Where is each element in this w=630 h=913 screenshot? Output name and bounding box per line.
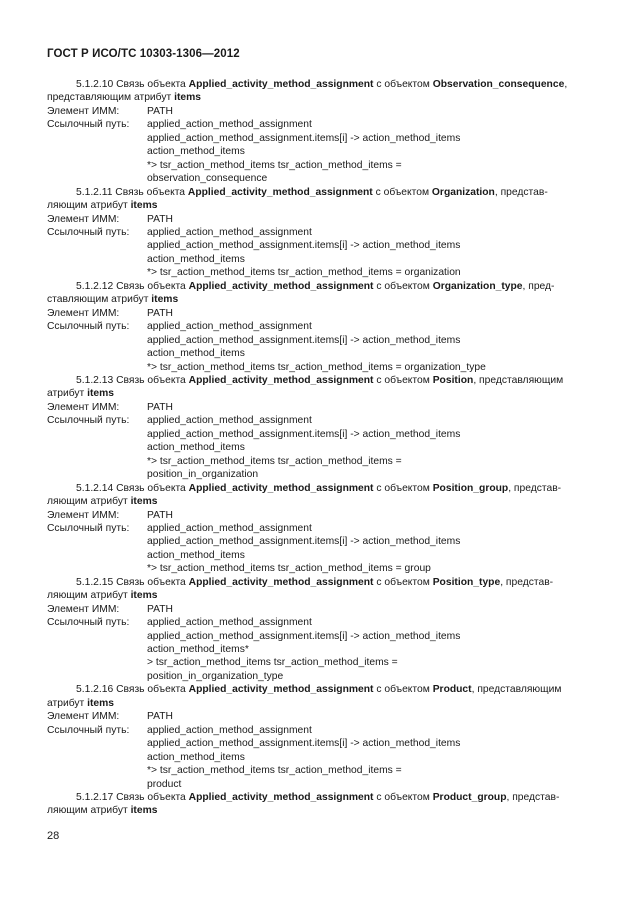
attribute-name: items [130,200,158,212]
attribute-name: items [87,388,114,400]
heading-text: 5.1.2.10 Связь объекта [76,79,189,90]
entity-name: Applied_activity_method_assignment [188,280,374,292]
heading-text: , представ- [506,792,560,804]
path-line: observation_consequence [147,173,268,185]
heading-text: с объектом [373,79,433,90]
entity-name: Position_group [432,482,509,494]
path-line: applied_action_method_assignment.items[i] -> action_method_items [147,240,461,252]
entity-name: Applied_activity_method_assignment [188,482,374,494]
path-row [47,320,583,333]
heading-text: атрибут [47,697,88,709]
heading-text: 5.1.2.13 Связь объекта [76,374,189,386]
section-heading-continuation [47,589,583,602]
path-row [47,616,583,629]
heading-text: ляющим атрибут [47,496,131,508]
document-header: ГОСТ Р ИСО/ТС 10303-1306—2012 [47,48,240,60]
path-line: applied_action_method_assignment [147,522,312,534]
path-line: applied_action_method_assignment.items[i] -> action_method_items [147,738,461,750]
entity-name: Applied_activity_method_assignment [188,374,374,386]
path-row [47,226,583,239]
element-value: PATH [147,105,173,117]
element-label: Элемент ИММ: [47,105,120,117]
path-line: position_in_organization [147,469,259,481]
element-row [47,213,583,226]
heading-text: 5.1.2.17 Связь объекта [76,792,189,804]
heading-text: , [564,79,568,90]
element-row [47,401,583,414]
heading-text: с объектом [373,280,433,292]
element-label: Элемент ИММ: [47,401,120,413]
section-heading [47,374,583,387]
entity-name: Observation_consequence [432,79,565,90]
section-heading-continuation [47,697,583,710]
path-line: *> tsr_action_method_items tsr_action_method_items = organization [147,267,461,279]
path-line: applied_action_method_assignment [147,617,312,629]
path-line: action_method_items* [147,644,249,656]
section-heading [47,683,583,696]
element-value: PATH [147,401,173,413]
path-row [47,414,583,427]
path-label: Ссылочный путь: [47,724,130,736]
attribute-name: items [151,294,179,306]
path-line: > tsr_action_method_items tsr_action_method_items = [147,657,398,669]
heading-text: представляющим атрибут [47,92,175,104]
path-line: applied_action_method_assignment.items[i] -> action_method_items [147,630,461,642]
element-row [47,710,583,723]
path-line: *> tsr_action_method_items tsr_action_method_items = group [147,563,431,575]
entity-name: Applied_activity_method_assignment [188,792,374,804]
element-value: PATH [147,509,173,521]
document-body [47,78,583,818]
path-line: applied_action_method_assignment [147,321,312,333]
section-heading-continuation [47,495,583,508]
entity-name: Product_group [432,792,507,804]
section-heading-continuation [47,387,583,400]
element-label: Элемент ИММ: [47,213,120,225]
path-line: action_method_items [147,348,245,360]
entity-name: Applied_activity_method_assignment [188,684,374,696]
heading-text: с объектом [373,482,433,494]
path-line: position_in_organization_type [147,670,284,682]
element-value: PATH [147,711,173,723]
path-line: applied_action_method_assignment.items[i] -> action_method_items [147,428,461,440]
element-row [47,105,583,118]
path-label: Ссылочный путь: [47,415,130,427]
heading-text: 5.1.2.12 Связь объекта [76,280,189,292]
heading-text: ляющим атрибут [47,590,131,602]
attribute-name: items [130,496,158,508]
path-line: action_method_items [147,253,245,265]
entity-name: Position_type [432,576,501,588]
element-label: Элемент ИММ: [47,509,120,521]
path-line: applied_action_method_assignment.items[i] -> action_method_items [147,536,461,548]
element-row [47,603,583,616]
page-number: 28 [47,830,60,842]
element-row [47,509,583,522]
element-label: Элемент ИММ: [47,711,120,723]
element-value: PATH [147,603,173,615]
section-heading-continuation [47,91,583,104]
element-label: Элемент ИММ: [47,603,120,615]
attribute-name: items [174,92,201,104]
entity-name: Applied_activity_method_assignment [187,186,373,198]
path-line: *> tsr_action_method_items tsr_action_method_items = [147,159,402,171]
entity-name: Applied_activity_method_assignment [188,576,374,588]
path-row [47,522,583,535]
path-line: applied_action_method_assignment [147,119,312,131]
path-line: applied_action_method_assignment.items[i] -> action_method_items [147,334,461,346]
heading-text: , представляющим [473,374,564,386]
section-heading [47,791,583,804]
path-line: applied_action_method_assignment [147,226,312,238]
path-line: *> tsr_action_method_items tsr_action_method_items = [147,455,402,467]
path-line: *> tsr_action_method_items tsr_action_method_items = organization_type [147,361,486,373]
section-heading [47,186,583,199]
section-heading [47,482,583,495]
path-line: applied_action_method_assignment.items[i] -> action_method_items [147,132,461,144]
section-heading-continuation [47,199,583,212]
path-label: Ссылочный путь: [47,522,130,534]
element-value: PATH [147,307,173,319]
section-heading [47,576,583,589]
heading-text: , представ- [494,186,548,198]
section-heading-continuation [47,804,583,817]
path-label: Ссылочный путь: [47,226,130,238]
heading-text: , представ- [500,576,554,588]
path-line: product [147,778,182,790]
heading-text: с объектом [372,186,432,198]
element-value: PATH [147,213,173,225]
entity-name: Organization_type [432,280,523,292]
heading-text: атрибут [47,388,88,400]
path-line: action_method_items [147,442,245,454]
entity-name: Position [432,374,474,386]
attribute-name: items [130,590,158,602]
section-heading [47,280,583,293]
path-line: applied_action_method_assignment [147,415,312,427]
section-heading-continuation [47,293,583,306]
heading-text: 5.1.2.15 Связь объекта [76,576,189,588]
heading-text: с объектом [373,576,433,588]
attribute-name: items [87,697,114,709]
path-label: Ссылочный путь: [47,119,130,131]
element-label: Элемент ИММ: [47,307,120,319]
heading-text: 5.1.2.11 Связь объекта [76,186,188,198]
section-heading [47,78,583,91]
path-row [47,724,583,737]
heading-text: , представ- [508,482,562,494]
heading-text: ставляющим атрибут [47,294,152,306]
path-line: action_method_items [147,549,245,561]
heading-text: , пред- [522,280,555,292]
path-line: action_method_items [147,146,245,158]
heading-text: 5.1.2.16 Связь объекта [76,684,189,696]
entity-name: Organization [431,186,495,198]
path-line: applied_action_method_assignment [147,724,312,736]
path-line: *> tsr_action_method_items tsr_action_method_items = [147,765,402,777]
heading-text: с объектом [373,374,433,386]
path-line: action_method_items [147,751,245,763]
heading-text: ляющим атрибут [47,200,131,212]
path-row [47,118,583,131]
heading-text: 5.1.2.14 Связь объекта [76,482,189,494]
heading-text: с объектом [373,684,433,696]
element-row [47,307,583,320]
heading-text: , представляющим [471,684,562,696]
path-label: Ссылочный путь: [47,617,130,629]
heading-text: ляющим атрибут [47,805,131,817]
entity-name: Product [432,684,472,696]
path-label: Ссылочный путь: [47,321,130,333]
attribute-name: items [130,805,158,817]
heading-text: с объектом [373,792,433,804]
entity-name: Applied_activity_method_assignment [188,79,374,90]
